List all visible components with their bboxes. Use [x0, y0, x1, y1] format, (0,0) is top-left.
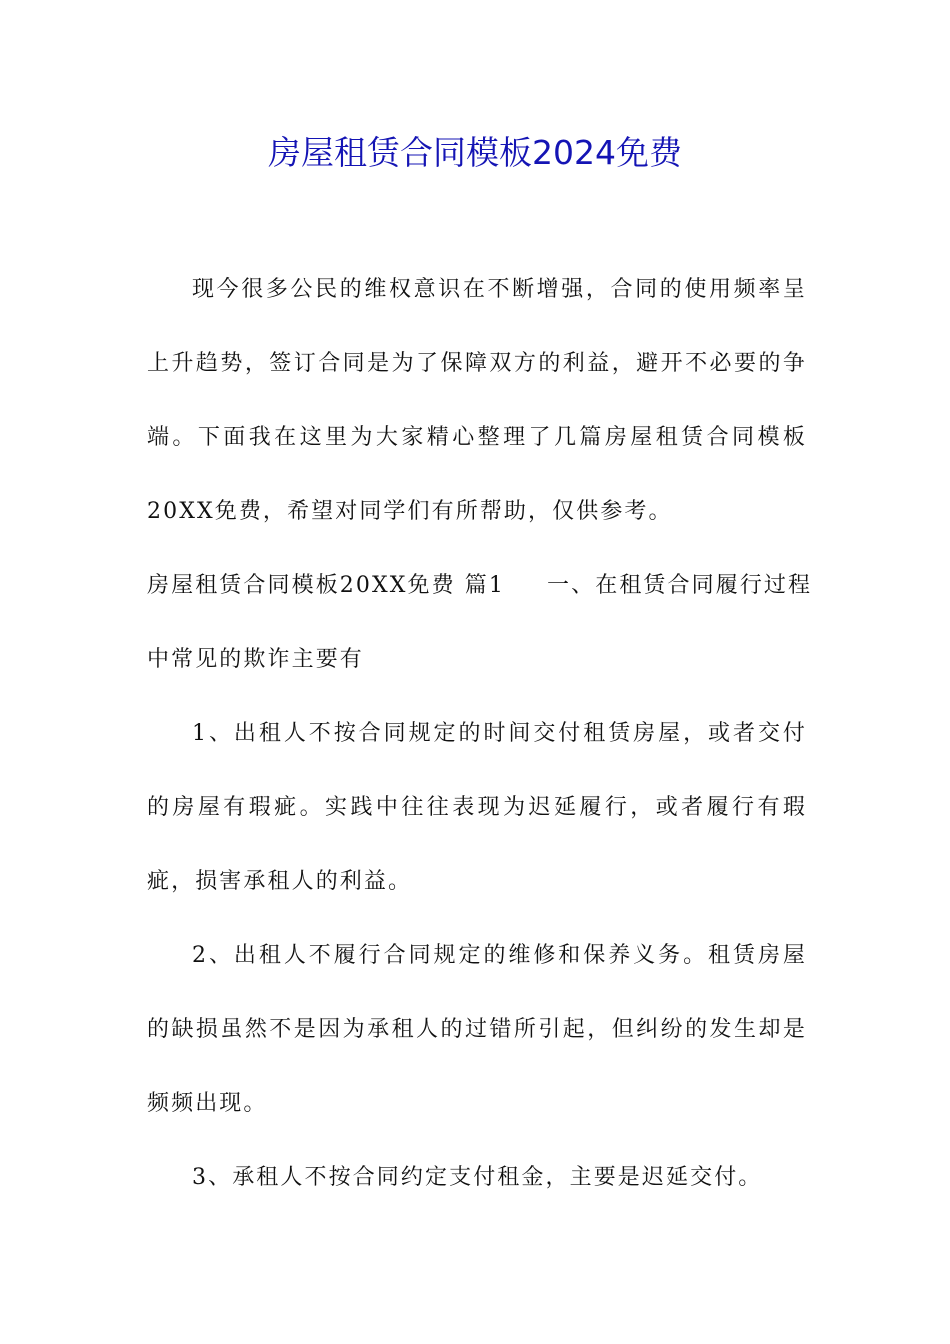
section-heading-continuation-line: 中常见的欺诈主要有	[147, 647, 364, 672]
section-heading-continuation: 一、在租赁合同履行过程	[547, 573, 813, 598]
section-heading-line	[147, 549, 813, 623]
document-title: 房屋租赁合同模板2024免费	[268, 133, 682, 172]
list-item-1: 1、出租人不按合同规定的时间交付租赁房屋，或者交付的房屋有瑕疵。实践中往往表现为迟延履行，或者履行有瑕疵，损害承租人的利益。	[147, 721, 807, 894]
section-heading: 房屋租赁合同模板20XX免费 篇1	[147, 573, 506, 598]
intro-paragraph: 现今很多公民的维权意识在不断增强，合同的使用频率呈上升趋势，签订合同是为了保障双方的利益，避开不必要的争端。下面我在这里为大家精心整理了几篇房屋租赁合同模板20XX免费，希望对同学们有所帮助，仅供参考。	[147, 277, 807, 524]
list-item-3: 3、承租人不按合同约定支付租金，主要是迟延交付。	[192, 1165, 763, 1190]
list-item-2: 2、出租人不履行合同规定的维修和保养义务。租赁房屋的缺损虽然不是因为承租人的过错所引起，但纠纷的发生却是频频出现。	[147, 943, 807, 1116]
